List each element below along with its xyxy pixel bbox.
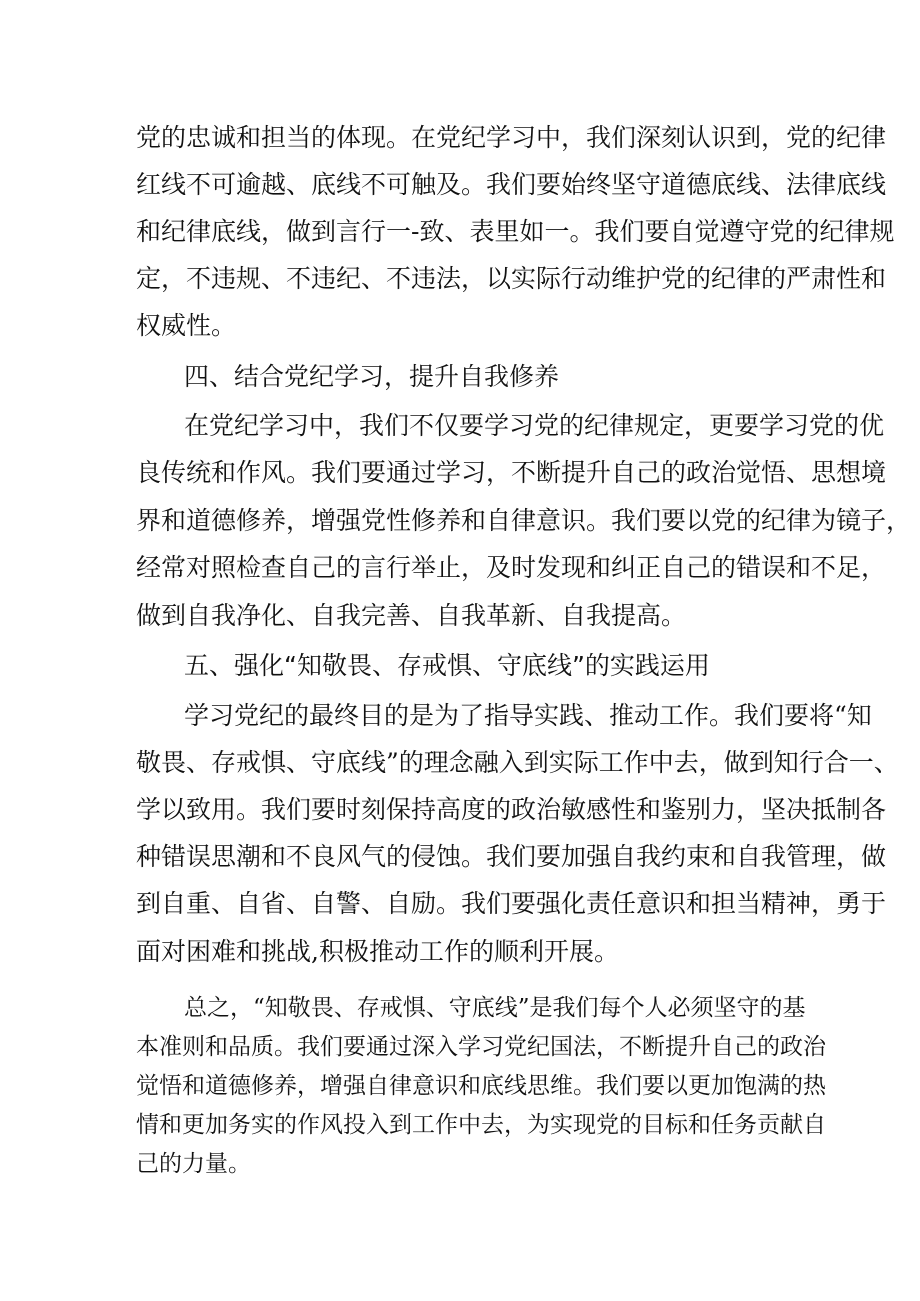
paragraph-line: 面对困难和挑战,积极推动工作的顺利开展。 <box>136 937 619 966</box>
paragraph-line: 经常对照检查自己的言行举止，及时发现和纠正自己的错误和不足， <box>136 553 887 582</box>
paragraph-line: 权威性。 <box>136 311 237 340</box>
paragraph-line: 党的忠诚和担当的体现。在党纪学习中，我们深刻认识到，党的纪律 <box>136 123 887 152</box>
paragraph-line: 学习党纪的最终目的是为了指导实践、推动工作。我们要将“知 <box>184 701 872 730</box>
paragraph-line: 学以致用。我们要时刻保持高度的政治敏感性和鉴别力，坚决抵制各 <box>136 795 887 824</box>
paragraph-line: 和纪律底线，做到言行一-致、表里如一。我们要自觉遵守党的纪律规 <box>136 217 895 246</box>
paragraph-line: 红线不可逾越、底线不可触及。我们要始终坚守道德底线、法律底线 <box>136 170 887 199</box>
paragraph-line: 做到自我净化、自我完善、自我革新、自我提高。 <box>136 601 687 630</box>
paragraph-line: 良传统和作风。我们要通过学习，不断提升自己的政治觉悟、思想境 <box>136 458 887 487</box>
paragraph-line: 敬畏、存戒惧、守底线”的理念融入到实际工作中去，做到知行合一、 <box>136 748 899 777</box>
paragraph-line: 觉悟和道德修养，增强自律意识和底线思维。我们要以更加饱满的热 <box>136 1073 826 1099</box>
paragraph-line: 总之，“知敬畏、存戒惧、守底线”是我们每个人必须坚守的基 <box>184 995 806 1021</box>
section-heading: 四、结合党纪学习，提升自我修养 <box>184 362 560 391</box>
paragraph-line: 到自重、自省、自警、自励。我们要强化责任意识和担当精神，勇于 <box>136 889 887 918</box>
paragraph-line: 情和更加务实的作风投入到工作中去，为实现党的目标和任务贡献自 <box>136 1112 826 1138</box>
paragraph-line: 种错误思潮和不良风气的侵蚀。我们要加强自我约束和自我管理，做 <box>136 842 887 871</box>
paragraph-line: 界和道德修养，增强党性修养和自律意识。我们要以党的纪律为镜子， <box>136 506 912 535</box>
paragraph-line: 在党纪学习中，我们不仅要学习党的纪律规定，更要学习党的优 <box>184 411 885 440</box>
paragraph-line: 本准则和品质。我们要通过深入学习党纪国法，不断提升自己的政治 <box>136 1034 826 1060</box>
section-heading: 五、强化“知敬畏、存戒惧、守底线”的实践运用 <box>184 651 710 680</box>
paragraph-line: 定，不违规、不违纪、不违法，以实际行动维护党的纪律的严肃性和 <box>136 264 887 293</box>
paragraph-line: 己的力量。 <box>136 1151 251 1177</box>
